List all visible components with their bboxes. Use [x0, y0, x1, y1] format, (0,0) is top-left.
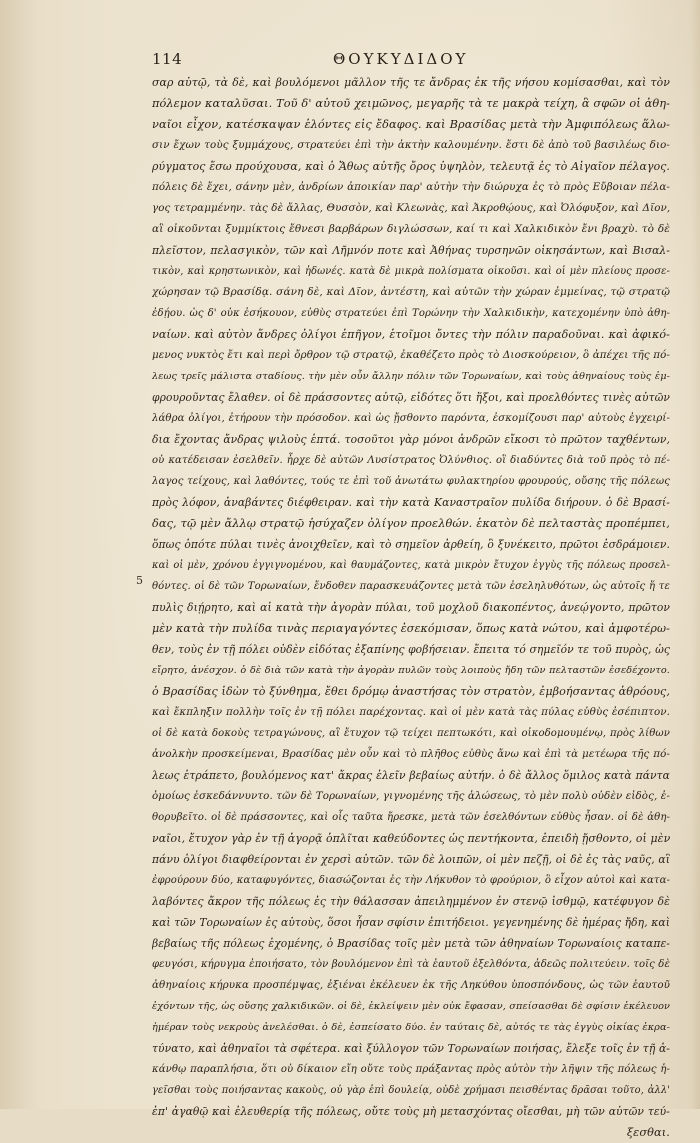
text-line: δια ἔχοντας ἄνδρας ψιλοὺς ἑπτά. τοσοῦτοι γὰρ μόνοι ἀνδρῶν εἴκοσι τὸ πρῶτον ταχθέντων,: [152, 433, 670, 446]
text-line: θόντες. οἱ δὲ τῶν Τορωναίων, ἔνδοθεν παρασκευάζοντες μετὰ τῶν ἐσεληλυθότων, ὡς αὐτοῖς ἥ τε: [152, 581, 670, 592]
text-line: φευγόσι, κήρυγμα ἐποιήσατο, τὸν βουλόμενον ἐπὶ τὰ ἑαυτοῦ ἐξελθόντα, ἀδεῶς πολιτεύειν. τοῖς δὲ: [152, 959, 670, 970]
text-line: εἴρητο, ἀνέσχον. ὁ δὲ διὰ τῶν κατὰ τὴν ἀγορὰν πυλῶν τοὺς λοιποὺς ἤδη τῶν πελταστῶν ἐσεδέχοντο.: [152, 665, 670, 676]
text-line: τύνατο, καὶ ἀθηναῖοι τὰ σφέτερα. καὶ ξύλλογον τῶν Τορωναίων ποιήσας, ἔλεξε τοῖς ἐν τῇ ἀ-: [152, 1042, 670, 1055]
text-line: ἐχόντων τῆς, ὡς οὔσης χαλκιδικῶν. οἱ δὲ, ἐκλείψειν μὲν οὐκ ἔφασαν, σπείσασθαι δὲ σφίσιν ἐκέλευον: [152, 1001, 670, 1012]
text-line: πόλεις δὲ ἔχει, σάνην μὲν, ἀνδρίων ἀποικίαν παρ' αὐτὴν τὴν διώρυχα ἐς τὸ πρὸς Εὔβοιαν πέλα-: [152, 181, 670, 193]
margin-line-number: 5: [136, 574, 143, 587]
text-line: ἐπ' ἀγαθῷ καὶ ἐλευθερίᾳ τῆς πόλεως, οὔτε τοὺς μὴ μετασχόντας οἴεσθαι, μὴ τῶν αὐτῶν τεύ-: [152, 1105, 670, 1118]
text-line: τικὸν, καὶ κρηστωνικὸν, καὶ ἠδωνές. κατὰ δὲ μικρὰ πολίσματα οἰκοῦσι. καὶ οἱ μὲν πλείους προσε-: [152, 266, 670, 277]
page-header: [0, 50, 700, 72]
text-line: σιν ἔχων τοὺς ξυμμάχους, στρατεύει ἐπὶ τὴν ἀκτὴν καλουμένην. ἔστι δὲ ἀπὸ τοῦ βασιλέως διο-: [152, 139, 670, 151]
text-line: καὶ τῶν Τορωναίων ἐς αὐτοὺς, ὅσοι ἦσαν σφίσιν ἐπιτήδειοι. γεγενημένης δὲ ἡμέρας ἤδη, καὶ: [152, 916, 670, 929]
text-line: ἀθηναίοις κήρυκα προσπέμψας, ἐξιέναι ἐκέλευεν ἐκ τῆς Ληκύθου ὑποσπόνδους, ὡς τῶν ἑαυτοῦ: [152, 979, 670, 991]
text-line: χώρησαν τῷ Βρασίδᾳ. σάνη δὲ, καὶ Δῖον, ἀντέστη, καὶ αὐτῶν τὴν χώραν ἐμμείνας, τῷ στρατῷ: [152, 286, 670, 298]
text-line: πλεῖστον, πελασγικὸν, τῶν καὶ Λῆμνόν ποτε καὶ Ἀθήνας τυρσηνῶν οἰκησάντων, καὶ Βισαλ-: [152, 244, 670, 257]
text-line: σαρ αὐτῷ, τὰ δὲ, καὶ βουλόμενοι μᾶλλον τῆς τε ἄνδρας ἐκ τῆς νήσου κομίσασθαι, καὶ τὸν: [152, 76, 670, 89]
text-line: πρὸς λόφον, ἀναβάντες διέφθειραν. καὶ τὴν κατὰ Καναστραῖον πυλίδα διήρουν. ὁ δὲ Βρασί-: [152, 496, 670, 509]
text-line: πυλὶς διῄρητο, καὶ αἱ κατὰ τὴν ἀγορὰν πύλαι, τοῦ μοχλοῦ διακοπέντος, ἀνεῴγοντο, πρῶτον: [152, 601, 670, 614]
text-line: φρουροῦντας ἔλαθεν. οἱ δὲ πράσσοντες αὐτῷ, εἰδότες ὅτι ἥξοι, καὶ προελθόντες τινὲς αὐτῶν: [152, 391, 670, 404]
text-line: μὲν κατὰ τὴν πυλίδα τινὰς περιαγαγόντες ἐσεκόμισαν, ὅπως κατὰ νώτου, καὶ ἀμφοτέρω-: [152, 622, 670, 635]
body-text: [152, 72, 670, 1143]
text-line: λεως τρεῖς μάλιστα σταδίους. τὴν μὲν οὖν ἄλλην πόλιν τῶν Τορωναίων, καὶ τοὺς ἀθηναίους τοὺς ἐμ-: [152, 371, 670, 382]
text-line: ἀνολκὴν προσκείμεναι, Βρασίδας μὲν οὖν καὶ τὸ πλῆθος εὐθὺς ἄνω καὶ ἐπὶ τὰ μετέωρα τῆς πό-: [152, 748, 670, 760]
text-line: καὶ ἔκπληξιν πολλὴν τοῖς ἐν τῇ πόλει παρέχοντας. καὶ οἱ μὲν κατὰ τὰς πύλας εὐθὺς ἐσέπιπτον.: [152, 706, 670, 718]
text-line: ἡμέραν τοὺς νεκροὺς ἀνελέσθαι. ὁ δὲ, ἐσπείσατο δύο. ἐν ταύταις δὲ, αὐτός τε τὰς ἐγγὺς οἰκίας ἐκρα-: [152, 1022, 670, 1033]
text-line: λεως ἐτράπετο, βουλόμενος κατ' ἄκρας ἑλεῖν βεβαίως αὐτήν. ὁ δὲ ἄλλος ὅμιλος κατὰ πάντα: [152, 769, 670, 782]
text-line: ἐδῄου. ὡς δ' οὐκ ἐσήκουον, εὐθὺς στρατεύει ἐπὶ Τορώνην τὴν Χαλκιδικὴν, κατεχομένην ὑπὸ ἀθη-: [152, 308, 670, 319]
text-line: ὁμοίως ἐσκεδάννυντο. τῶν δὲ Τορωναίων, γιγνομένης τῆς ἁλώσεως, τὸ μὲν πολὺ οὐδὲν εἰδὸς, ἐ-: [152, 790, 670, 802]
text-line: λαγος τείχους, καὶ λαθόντες, τούς τε ἐπὶ τοῦ ἀνωτάτω φυλακτηρίου φρουρούς, οὔσης τῆς πόλεως: [152, 476, 670, 487]
text-line: οὐ κατέδεισαν ἐσελθεῖν. ἦρχε δὲ αὐτῶν Λυσίστρατος Ὀλύνθιος. οἳ διαδύντες διὰ τοῦ πρὸς τὸ πέ-: [152, 455, 670, 466]
text-line: θορυβεῖτο. οἱ δὲ πράσσοντες, καὶ οἷς ταῦτα ἤρεσκε, μετὰ τῶν ἐσελθόντων εὐθὺς ἦσαν. οἱ δὲ ἀθη-: [152, 812, 670, 823]
text-line: ἐφρούρουν δύο, καταφυγόντες, διασώζονται ἐς τὴν Λήκυθον τὸ φρούριον, ὃ εἶχον αὐτοὶ καὶ κατα-: [152, 875, 670, 886]
text-line: λαβόντες ἄκρον τῆς πόλεως ἐς τὴν θάλασσαν ἀπειλημμένον ἐν στενῷ ἰσθμῷ, κατέφυγον δὲ: [152, 895, 670, 908]
text-line: ὅπως ὁπότε πύλαι τινὲς ἀνοιχθεῖεν, καὶ τὸ σημεῖον ἀρθείη, ὃ ξυνέκειτο, πρῶτοι ἐσδράμοιεν.: [152, 538, 670, 551]
page-number: 114: [152, 50, 183, 68]
text-line: πάνυ ὀλίγοι διαφθείρονται ἐν χερσὶ αὐτῶν. τῶν δὲ λοιπῶν, οἱ μὲν πεζῇ, οἱ δὲ ἐς τὰς ναῦς, αἳ: [152, 853, 670, 866]
text-line: λάθρα ὀλίγοι, ἐτήρουν τὴν πρόσοδον. καὶ ὡς ᾔσθοντο παρόντα, ἐσκομίζουσι παρ' αὐτοὺς ἐγχειρί-: [152, 413, 670, 424]
running-title: ΘΟΥΚΥΔΙΔΟΥ: [333, 50, 469, 68]
text-line: καὶ οἱ μὲν, χρόνου ἐγγιγνομένου, καὶ θαυμάζοντες, κατὰ μικρὸν ἔτυχον ἐγγὺς τῆς πόλεως προσελ-: [152, 560, 670, 571]
text-line: ναῖοι, ἔτυχον γὰρ ἐν τῇ ἀγορᾷ ὁπλῖται καθεύδοντες ὡς πεντήκοντα, ἐπειδὴ ᾔσθοντο, οἱ μὲν: [152, 832, 670, 845]
text-line: πόλεμον καταλῦσαι. Τοῦ δ' αὐτοῦ χειμῶνος, μεγαρῆς τὰ τε μακρὰ τείχη, ἃ σφῶν οἱ ἀθη-: [152, 97, 670, 110]
text-line: ὁ Βρασίδας ἰδὼν τὸ ξύνθημα, ἔθει δρόμῳ ἀναστήσας τὸν στρατὸν, ἐμβοήσαντας ἁθρόους,: [152, 685, 670, 698]
text-line: αἳ οἰκοῦνται ξυμμίκτοις ἔθνεσι βαρβάρων διγλώσσων, καί τι καὶ Χαλκιδικὸν ἔνι βραχὺ. τὸ δὲ: [152, 223, 670, 235]
text-line: δας, τῷ μὲν ἄλλῳ στρατῷ ἡσύχαζεν ὀλίγον προελθών. ἑκατὸν δὲ πελταστὰς προπέμπει,: [152, 517, 670, 530]
text-line: γος τετραμμένην. τὰς δὲ ἄλλας, Θυσσὸν, καὶ Κλεωνὰς, καὶ Ἀκροθῴους, καὶ Ὀλόφυξον, καὶ Δῖον,: [152, 202, 670, 214]
text-line: θεν, τοὺς ἐν τῇ πόλει οὐδὲν εἰδότας ἐξαπίνης φοβήσειαν. ἔπειτα τό σημεῖόν τε τοῦ πυρὸς, ὡς: [152, 643, 670, 656]
text-line: οἱ δὲ κατὰ δοκοὺς τετραγώνους, αἳ ἔτυχον τῷ τείχει πεπτωκότι, καὶ οἰκοδομουμένῳ, πρὸς λίθων: [152, 728, 670, 739]
text-line: γεῖσθαι τοὺς ποιήσαντας κακοὺς, οὐ γὰρ ἐπὶ δουλείᾳ, οὐδὲ χρήμασι πεισθέντας δρᾶσαι τοῦτο, ἀλλ': [152, 1085, 670, 1096]
text-line: βεβαίως τῆς πόλεως ἐχομένης, ὁ Βρασίδας τοῖς μὲν μετὰ τῶν ἀθηναίων Τορωναίοις καταπε-: [152, 937, 670, 950]
text-line: ξεσθαι.: [626, 1126, 670, 1139]
text-line: κάνθῳ παραπλήσια, ὅτι οὐ δίκαιον εἴη οὔτε τοὺς πράξαντας πρὸς αὐτὸν τὴν λῆψιν τῆς πόλεως ἡ-: [152, 1064, 670, 1075]
text-line: ρύγματος ἔσω προύχουσα, καὶ ὁ Ἄθως αὐτῆς ὄρος ὑψηλὸν, τελευτᾷ ἐς τὸ Αἰγαῖον πέλαγος.: [152, 160, 670, 173]
text-line: ναίων. καὶ αὐτὸν ἄνδρες ὀλίγοι ἐπῆγον, ἑτοῖμοι ὄντες τὴν πόλιν παραδοῦναι. καὶ ἀφικό-: [152, 328, 670, 341]
text-line: ναῖοι εἶχον, κατέσκαψαν ἑλόντες εἰς ἔδαφος. καὶ Βρασίδας μετὰ τὴν Ἀμφιπόλεως ἅλω-: [152, 118, 670, 131]
text-line: μενος νυκτὸς ἔτι καὶ περὶ ὄρθρον τῷ στρατῷ, ἐκαθέζετο πρὸς τὸ Διοσκούρειον, ὃ ἀπέχει τῆς πό-: [152, 349, 670, 361]
